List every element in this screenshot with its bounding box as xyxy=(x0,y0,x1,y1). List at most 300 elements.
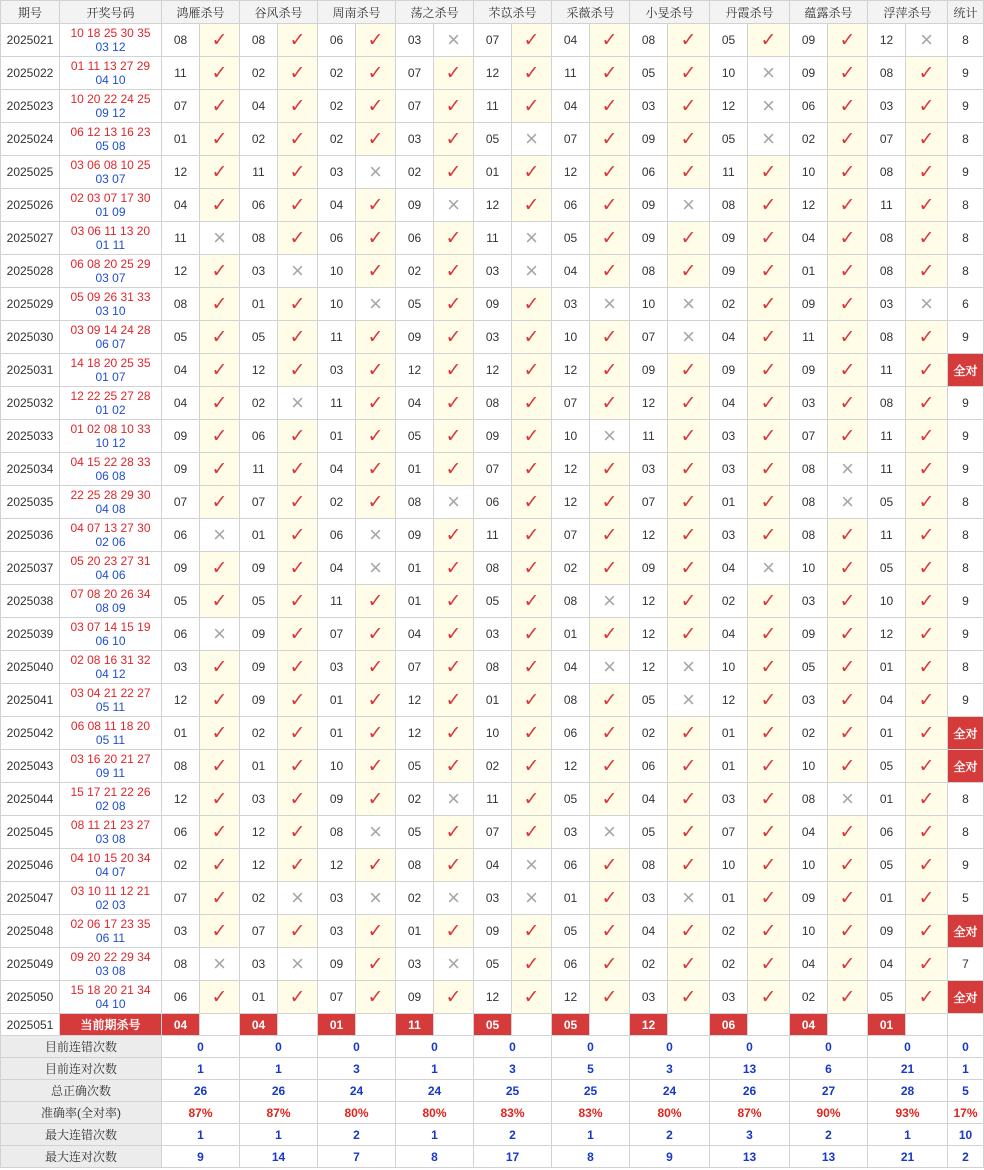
kill-number: 08 xyxy=(710,189,748,222)
stats-value: 3 xyxy=(474,1058,552,1080)
check-icon: ✓ xyxy=(512,24,552,57)
check-icon: ✓ xyxy=(278,189,318,222)
cross-icon: × xyxy=(512,255,552,288)
check-icon: ✓ xyxy=(200,915,240,948)
check-icon: ✓ xyxy=(668,915,710,948)
kill-number: 09 xyxy=(240,552,278,585)
check-icon: ✓ xyxy=(828,420,868,453)
period-number: 2025042 xyxy=(0,717,60,750)
table-row xyxy=(0,288,984,321)
check-icon: ✓ xyxy=(434,552,474,585)
check-icon: ✓ xyxy=(828,354,868,387)
draw-back-numbers: 06 08 xyxy=(95,469,126,483)
table-row xyxy=(0,24,984,57)
period-number: 2025035 xyxy=(0,486,60,519)
hit-count: 9 xyxy=(948,849,984,882)
kill-number: 07 xyxy=(396,57,434,90)
check-icon: ✓ xyxy=(590,123,630,156)
kill-number: 05 xyxy=(396,750,434,783)
period-number: 2025033 xyxy=(0,420,60,453)
check-icon: ✓ xyxy=(590,882,630,915)
check-icon: ✓ xyxy=(200,24,240,57)
kill-number: 03 xyxy=(552,288,590,321)
kill-number: 12 xyxy=(318,849,356,882)
kill-number: 07 xyxy=(710,816,748,849)
stats-value: 13 xyxy=(710,1146,790,1168)
kill-number: 07 xyxy=(474,453,512,486)
draw-front-numbers: 15 17 21 22 26 xyxy=(70,785,151,799)
kill-number: 02 xyxy=(630,948,668,981)
column-header-expert: 谷风杀号 xyxy=(240,0,318,24)
draw-front-numbers: 10 18 25 30 35 xyxy=(70,26,151,40)
table-row xyxy=(0,123,984,156)
check-icon: ✓ xyxy=(278,552,318,585)
check-icon: ✓ xyxy=(512,354,552,387)
draw-back-numbers: 05 08 xyxy=(95,139,126,153)
stats-value: 0 xyxy=(630,1036,710,1058)
check-icon: ✓ xyxy=(356,585,396,618)
draw-back-numbers: 02 03 xyxy=(95,898,126,912)
check-icon: ✓ xyxy=(906,552,948,585)
kill-number: 08 xyxy=(474,387,512,420)
check-icon: ✓ xyxy=(748,684,790,717)
kill-number: 04 xyxy=(868,948,906,981)
kill-number: 08 xyxy=(474,552,512,585)
check-icon: ✓ xyxy=(200,882,240,915)
kill-number: 05 xyxy=(552,915,590,948)
check-icon: ✓ xyxy=(434,387,474,420)
table-row xyxy=(0,321,984,354)
all-correct-badge: 全对 xyxy=(948,981,984,1014)
draw-back-numbers: 04 07 xyxy=(95,865,126,879)
kill-number: 12 xyxy=(630,618,668,651)
kill-number: 01 xyxy=(710,717,748,750)
kill-number: 12 xyxy=(630,651,668,684)
kill-number: 08 xyxy=(790,453,828,486)
kill-number: 10 xyxy=(790,750,828,783)
stats-value: 1 xyxy=(396,1058,474,1080)
check-icon: ✓ xyxy=(356,57,396,90)
cross-icon: × xyxy=(434,783,474,816)
kill-number: 11 xyxy=(868,354,906,387)
check-icon: ✓ xyxy=(200,123,240,156)
stats-label: 最大连对次数 xyxy=(0,1146,162,1168)
check-icon: ✓ xyxy=(906,981,948,1014)
check-icon: ✓ xyxy=(356,750,396,783)
period-number: 2025043 xyxy=(0,750,60,783)
kill-number: 09 xyxy=(396,519,434,552)
kill-number: 12 xyxy=(162,255,200,288)
kill-number: 11 xyxy=(240,156,278,189)
draw-front-numbers: 02 03 07 17 30 xyxy=(70,191,151,205)
check-icon: ✓ xyxy=(590,453,630,486)
check-icon: ✓ xyxy=(668,519,710,552)
kill-number: 02 xyxy=(162,849,200,882)
kill-number: 09 xyxy=(630,123,668,156)
check-icon: ✓ xyxy=(512,420,552,453)
cross-icon: × xyxy=(278,255,318,288)
kill-number: 06 xyxy=(552,717,590,750)
stats-total: 2 xyxy=(948,1146,984,1168)
stats-value: 1 xyxy=(240,1124,318,1146)
kill-number: 08 xyxy=(868,222,906,255)
draw-front-numbers: 05 20 23 27 31 xyxy=(70,554,151,568)
draw-back-numbers: 01 11 xyxy=(95,238,126,252)
check-icon: ✓ xyxy=(590,486,630,519)
kill-number: 11 xyxy=(318,321,356,354)
draw-front-numbers: 01 02 08 10 33 xyxy=(70,422,151,436)
current-kill-label: 当前期杀号 xyxy=(60,1014,162,1036)
check-icon: ✓ xyxy=(200,486,240,519)
kill-number: 12 xyxy=(396,354,434,387)
stats-value: 26 xyxy=(162,1080,240,1102)
kill-number: 08 xyxy=(162,288,200,321)
kill-number: 02 xyxy=(630,717,668,750)
kill-number: 03 xyxy=(162,915,200,948)
kill-number: 05 xyxy=(868,750,906,783)
hit-count: 8 xyxy=(948,24,984,57)
draw-numbers xyxy=(60,849,162,882)
draw-numbers xyxy=(60,585,162,618)
stats-total: 5 xyxy=(948,1080,984,1102)
hit-count: 9 xyxy=(948,156,984,189)
draw-front-numbers: 02 08 16 31 32 xyxy=(70,653,151,667)
kill-number: 04 xyxy=(240,90,278,123)
stats-value: 2 xyxy=(790,1124,868,1146)
draw-back-numbers: 03 07 xyxy=(95,271,126,285)
kill-number: 10 xyxy=(318,255,356,288)
kill-number: 11 xyxy=(162,222,200,255)
period-number: 2025044 xyxy=(0,783,60,816)
stats-label: 最大连错次数 xyxy=(0,1124,162,1146)
check-icon: ✓ xyxy=(668,948,710,981)
check-icon: ✓ xyxy=(748,486,790,519)
kill-number: 09 xyxy=(790,618,828,651)
draw-back-numbers: 05 11 xyxy=(95,700,126,714)
check-icon: ✓ xyxy=(668,123,710,156)
kill-number: 03 xyxy=(710,453,748,486)
check-icon: ✓ xyxy=(590,354,630,387)
table-row xyxy=(0,585,984,618)
stats-value: 26 xyxy=(240,1080,318,1102)
hit-count: 8 xyxy=(948,651,984,684)
check-icon: ✓ xyxy=(356,420,396,453)
check-icon: ✓ xyxy=(748,24,790,57)
kill-number: 05 xyxy=(474,123,512,156)
kill-number: 02 xyxy=(318,90,356,123)
check-icon: ✓ xyxy=(906,915,948,948)
check-icon: ✓ xyxy=(200,288,240,321)
kill-number: 09 xyxy=(474,288,512,321)
period-number: 2025039 xyxy=(0,618,60,651)
stats-value: 87% xyxy=(162,1102,240,1124)
empty-cell xyxy=(906,1014,948,1036)
check-icon: ✓ xyxy=(356,849,396,882)
kill-number: 06 xyxy=(868,816,906,849)
kill-number: 08 xyxy=(396,486,434,519)
table-row xyxy=(0,915,984,948)
check-icon: ✓ xyxy=(356,123,396,156)
kill-number: 02 xyxy=(318,57,356,90)
check-icon: ✓ xyxy=(668,486,710,519)
table-row xyxy=(0,684,984,717)
check-icon: ✓ xyxy=(278,453,318,486)
check-icon: ✓ xyxy=(906,57,948,90)
check-icon: ✓ xyxy=(748,618,790,651)
draw-front-numbers: 01 11 13 27 29 xyxy=(70,59,151,73)
kill-number: 02 xyxy=(318,123,356,156)
kill-number: 06 xyxy=(318,222,356,255)
draw-front-numbers: 03 04 21 22 27 xyxy=(70,686,151,700)
cross-icon: × xyxy=(200,222,240,255)
draw-front-numbers: 03 09 14 24 28 xyxy=(70,323,151,337)
kill-number: 10 xyxy=(710,849,748,882)
kill-number: 06 xyxy=(474,486,512,519)
stats-value: 0 xyxy=(552,1036,630,1058)
stats-value: 80% xyxy=(396,1102,474,1124)
check-icon: ✓ xyxy=(356,90,396,123)
period-number: 2025028 xyxy=(0,255,60,288)
kill-number: 03 xyxy=(630,882,668,915)
check-icon: ✓ xyxy=(906,783,948,816)
draw-front-numbers: 03 06 11 13 20 xyxy=(70,224,151,238)
kill-number: 04 xyxy=(790,816,828,849)
period-number: 2025023 xyxy=(0,90,60,123)
stats-value: 8 xyxy=(396,1146,474,1168)
table-row xyxy=(0,750,984,783)
check-icon: ✓ xyxy=(590,24,630,57)
draw-front-numbers: 12 22 25 27 28 xyxy=(70,389,151,403)
check-icon: ✓ xyxy=(668,387,710,420)
kill-number: 05 xyxy=(474,585,512,618)
cross-icon: × xyxy=(200,618,240,651)
check-icon: ✓ xyxy=(828,519,868,552)
cross-icon: × xyxy=(590,288,630,321)
kill-number: 04 xyxy=(630,783,668,816)
check-icon: ✓ xyxy=(668,816,710,849)
stats-row xyxy=(0,1102,984,1124)
check-icon: ✓ xyxy=(590,618,630,651)
kill-number: 08 xyxy=(552,684,590,717)
kill-number: 06 xyxy=(162,816,200,849)
kill-number: 06 xyxy=(162,618,200,651)
check-icon: ✓ xyxy=(668,420,710,453)
kill-number: 12 xyxy=(552,750,590,783)
draw-back-numbers: 03 08 xyxy=(95,964,126,978)
empty-cell xyxy=(590,1014,630,1036)
kill-number: 04 xyxy=(630,915,668,948)
kill-number: 12 xyxy=(474,981,512,1014)
check-icon: ✓ xyxy=(748,420,790,453)
kill-number: 11 xyxy=(710,156,748,189)
period-number: 2025032 xyxy=(0,387,60,420)
kill-number: 10 xyxy=(790,156,828,189)
kill-number: 04 xyxy=(474,849,512,882)
hit-count: 5 xyxy=(948,882,984,915)
check-icon: ✓ xyxy=(828,981,868,1014)
kill-number: 12 xyxy=(552,486,590,519)
draw-numbers xyxy=(60,783,162,816)
check-icon: ✓ xyxy=(668,453,710,486)
kill-number: 07 xyxy=(162,486,200,519)
check-icon: ✓ xyxy=(906,948,948,981)
draw-back-numbers: 06 07 xyxy=(95,337,126,351)
check-icon: ✓ xyxy=(906,222,948,255)
cross-icon: × xyxy=(668,684,710,717)
period-number: 2025029 xyxy=(0,288,60,321)
check-icon: ✓ xyxy=(512,750,552,783)
draw-back-numbers: 01 02 xyxy=(95,403,126,417)
hit-count: 9 xyxy=(948,387,984,420)
check-icon: ✓ xyxy=(278,24,318,57)
draw-front-numbers: 04 10 15 20 34 xyxy=(70,851,151,865)
empty-cell xyxy=(512,1014,552,1036)
draw-numbers xyxy=(60,156,162,189)
cross-icon: × xyxy=(748,57,790,90)
cross-icon: × xyxy=(748,123,790,156)
empty-cell xyxy=(278,1014,318,1036)
kill-number: 03 xyxy=(630,981,668,1014)
check-icon: ✓ xyxy=(590,90,630,123)
kill-number: 09 xyxy=(790,354,828,387)
kill-number: 11 xyxy=(868,453,906,486)
kill-number: 08 xyxy=(162,750,200,783)
check-icon: ✓ xyxy=(590,57,630,90)
cross-icon: × xyxy=(748,90,790,123)
kill-number: 03 xyxy=(240,783,278,816)
table-row xyxy=(0,519,984,552)
period-number: 2025038 xyxy=(0,585,60,618)
kill-number: 04 xyxy=(710,552,748,585)
kill-number: 07 xyxy=(630,321,668,354)
check-icon: ✓ xyxy=(278,321,318,354)
stats-value: 1 xyxy=(396,1124,474,1146)
check-icon: ✓ xyxy=(828,816,868,849)
kill-number: 08 xyxy=(790,783,828,816)
cross-icon: × xyxy=(668,189,710,222)
kill-number: 03 xyxy=(318,882,356,915)
check-icon: ✓ xyxy=(434,90,474,123)
check-icon: ✓ xyxy=(200,156,240,189)
stats-value: 1 xyxy=(552,1124,630,1146)
check-icon: ✓ xyxy=(434,981,474,1014)
draw-front-numbers: 04 15 22 28 33 xyxy=(70,455,151,469)
check-icon: ✓ xyxy=(512,189,552,222)
cross-icon: × xyxy=(828,783,868,816)
check-icon: ✓ xyxy=(278,354,318,387)
kill-number: 12 xyxy=(552,981,590,1014)
hit-count: 8 xyxy=(948,222,984,255)
empty-cell xyxy=(200,1014,240,1036)
current-kill-number: 05 xyxy=(474,1014,512,1036)
empty-cell xyxy=(828,1014,868,1036)
check-icon: ✓ xyxy=(200,321,240,354)
draw-back-numbers: 06 10 xyxy=(95,634,126,648)
check-icon: ✓ xyxy=(200,552,240,585)
check-icon: ✓ xyxy=(828,156,868,189)
check-icon: ✓ xyxy=(200,783,240,816)
draw-front-numbers: 05 09 26 31 33 xyxy=(70,290,151,304)
period-number: 2025034 xyxy=(0,453,60,486)
check-icon: ✓ xyxy=(668,255,710,288)
kill-number: 07 xyxy=(162,882,200,915)
cross-icon: × xyxy=(200,948,240,981)
check-icon: ✓ xyxy=(278,222,318,255)
kill-number: 09 xyxy=(474,915,512,948)
check-icon: ✓ xyxy=(590,552,630,585)
kill-number: 11 xyxy=(790,321,828,354)
current-kill-number: 04 xyxy=(790,1014,828,1036)
stats-value: 0 xyxy=(162,1036,240,1058)
check-icon: ✓ xyxy=(668,981,710,1014)
empty-cell xyxy=(434,1014,474,1036)
check-icon: ✓ xyxy=(434,222,474,255)
column-header-stat: 统计 xyxy=(948,0,984,24)
check-icon: ✓ xyxy=(748,849,790,882)
check-icon: ✓ xyxy=(668,552,710,585)
kill-number: 03 xyxy=(710,519,748,552)
draw-back-numbers: 04 10 xyxy=(95,73,126,87)
draw-numbers xyxy=(60,717,162,750)
kill-number: 01 xyxy=(790,255,828,288)
draw-front-numbers: 09 20 22 29 34 xyxy=(70,950,151,964)
check-icon: ✓ xyxy=(748,387,790,420)
stats-value: 28 xyxy=(868,1080,948,1102)
check-icon: ✓ xyxy=(356,684,396,717)
kill-number: 10 xyxy=(318,288,356,321)
kill-number: 12 xyxy=(240,849,278,882)
kill-number: 09 xyxy=(630,222,668,255)
kill-number: 11 xyxy=(552,57,590,90)
hit-count: 9 xyxy=(948,618,984,651)
kill-number: 04 xyxy=(162,387,200,420)
draw-front-numbers: 08 11 21 23 27 xyxy=(70,818,151,832)
table-row xyxy=(0,255,984,288)
cross-icon: × xyxy=(512,882,552,915)
kill-number: 09 xyxy=(630,354,668,387)
stats-value: 13 xyxy=(710,1058,790,1080)
cross-icon: × xyxy=(668,321,710,354)
kill-number: 11 xyxy=(868,420,906,453)
stats-value: 0 xyxy=(318,1036,396,1058)
check-icon: ✓ xyxy=(906,453,948,486)
kill-number: 05 xyxy=(790,651,828,684)
check-icon: ✓ xyxy=(278,519,318,552)
check-icon: ✓ xyxy=(434,321,474,354)
kill-number: 07 xyxy=(474,24,512,57)
draw-numbers xyxy=(60,354,162,387)
table-row xyxy=(0,717,984,750)
draw-back-numbers: 03 07 xyxy=(95,172,126,186)
kill-number: 05 xyxy=(710,24,748,57)
stats-total: 0 xyxy=(948,1036,984,1058)
kill-number: 12 xyxy=(710,684,748,717)
kill-number: 07 xyxy=(162,90,200,123)
table-row xyxy=(0,948,984,981)
kill-number: 10 xyxy=(474,717,512,750)
check-icon: ✓ xyxy=(200,57,240,90)
kill-number: 04 xyxy=(318,189,356,222)
check-icon: ✓ xyxy=(828,24,868,57)
kill-number: 06 xyxy=(552,948,590,981)
check-icon: ✓ xyxy=(356,387,396,420)
draw-back-numbers: 03 10 xyxy=(95,304,126,318)
kill-number: 10 xyxy=(710,57,748,90)
draw-numbers xyxy=(60,420,162,453)
kill-number: 09 xyxy=(474,420,512,453)
kill-number: 03 xyxy=(868,288,906,321)
cross-icon: × xyxy=(668,651,710,684)
